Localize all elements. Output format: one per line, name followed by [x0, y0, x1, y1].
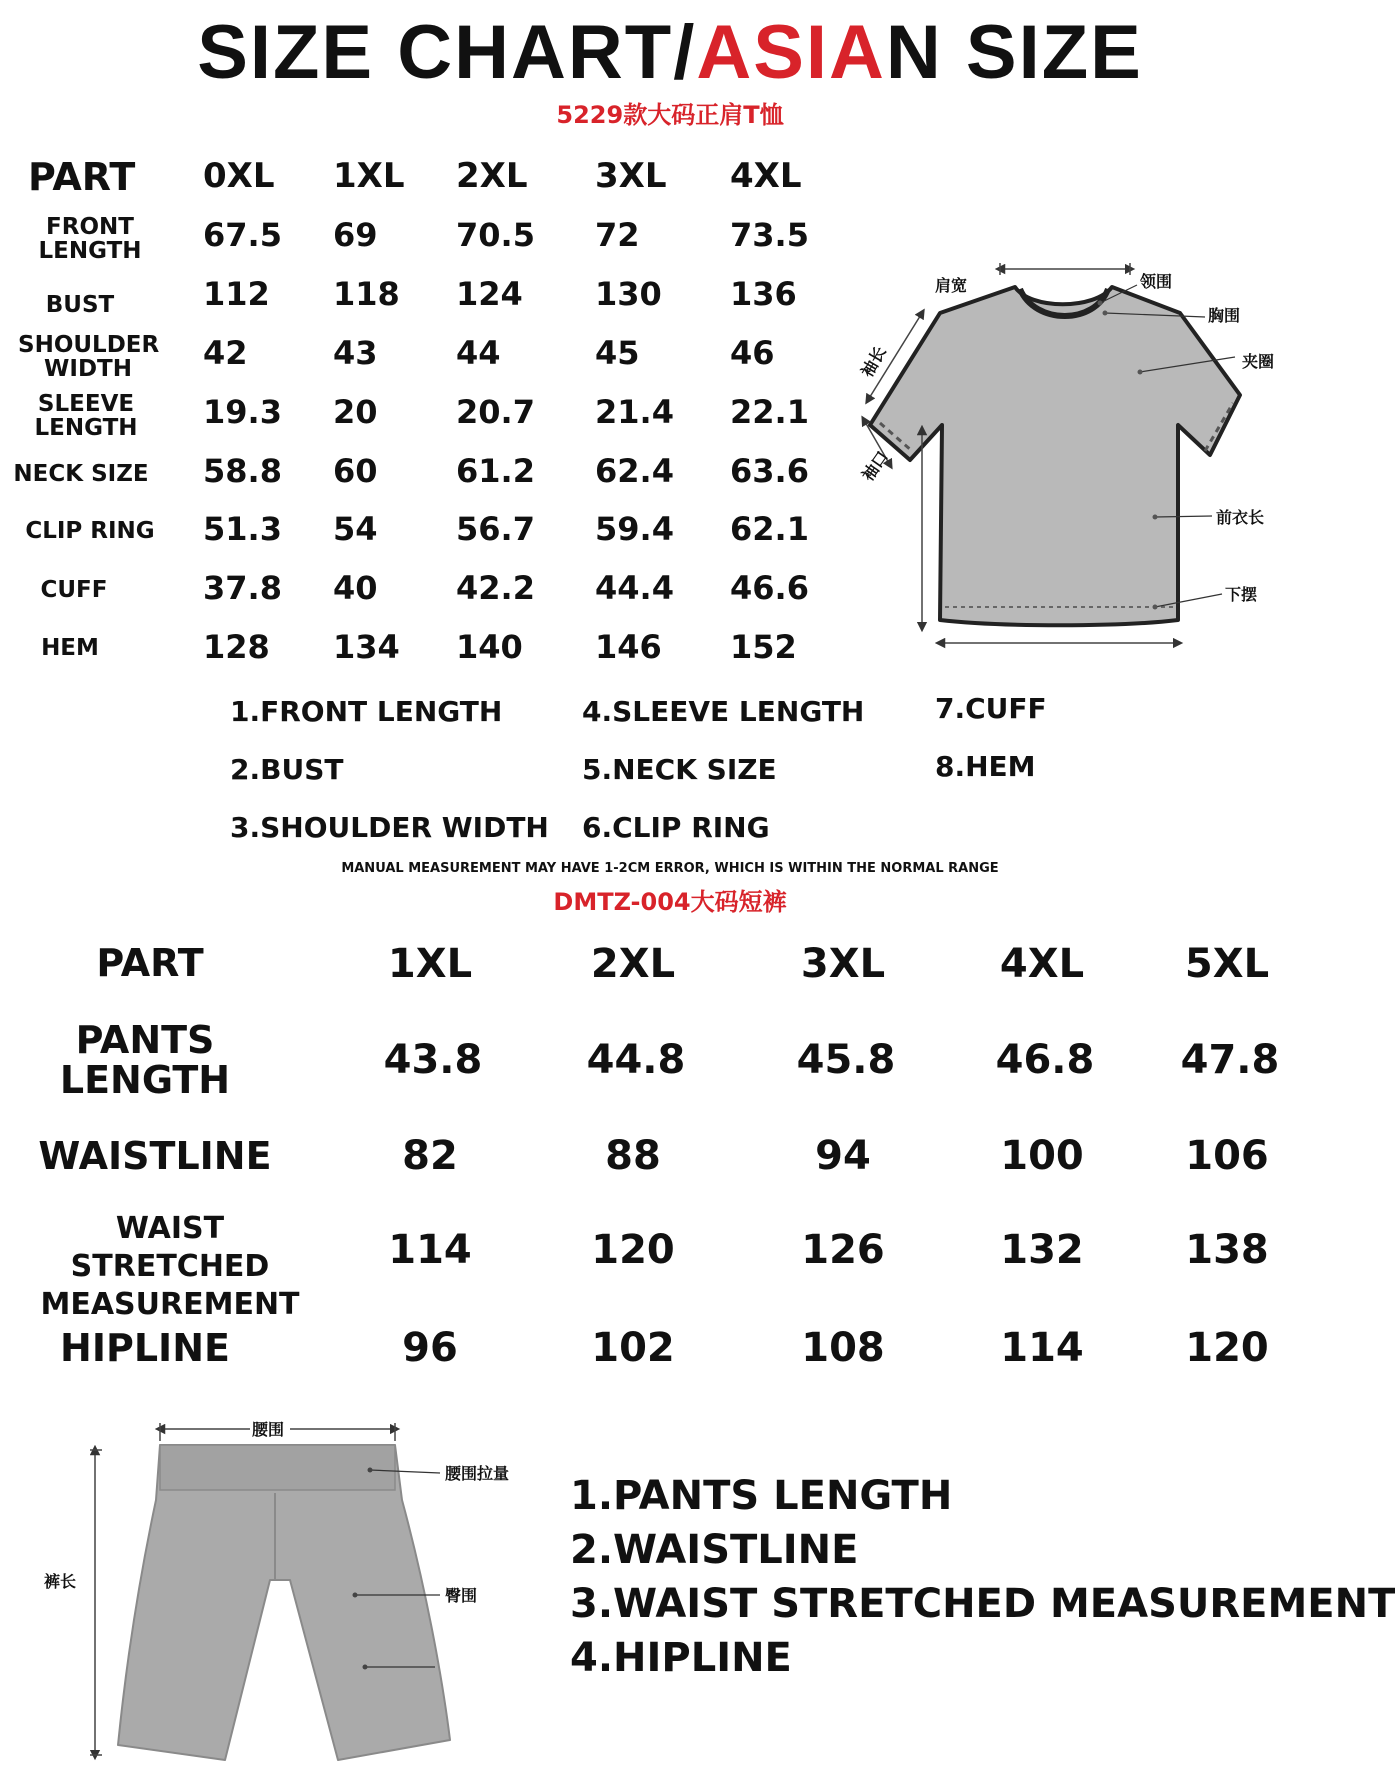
- pants-cell: 120: [1185, 1325, 1269, 1371]
- pants-cell: 44.8: [586, 1037, 686, 1083]
- shirt-header-size: 1XL: [333, 156, 405, 196]
- legend-item: 1.PANTS LENGTH: [570, 1473, 953, 1519]
- title-part-1: SIZE CHART/: [197, 10, 697, 95]
- pants-cell: 102: [591, 1325, 675, 1371]
- shirt-header-size: 3XL: [595, 156, 667, 196]
- pants-cell: 96: [402, 1325, 458, 1371]
- shirt-cell: 61.2: [456, 452, 535, 490]
- label-neck: 领围: [1140, 272, 1173, 291]
- shirt-header-size: 2XL: [456, 156, 528, 196]
- label-armhole: 夹圈: [1242, 352, 1275, 371]
- pants-row-label: HIPLINE: [60, 1326, 230, 1370]
- shirt-cell: 70.5: [456, 216, 535, 254]
- label-shoulder-width: 肩宽: [935, 276, 968, 295]
- pants-cell: 94: [815, 1133, 871, 1179]
- shirt-row-label: HEM: [41, 635, 99, 661]
- pants-cell: 114: [388, 1227, 472, 1273]
- shirt-row-label: SHOULDER WIDTH: [18, 332, 160, 382]
- pants-cell: 47.8: [1180, 1037, 1280, 1083]
- legend-item: 8.HEM: [935, 750, 1036, 783]
- shirt-cell: 140: [456, 628, 523, 666]
- shirt-cell: 44.4: [595, 569, 674, 607]
- tshirt-shape: [870, 287, 1240, 625]
- shirt-cell: 118: [333, 275, 400, 313]
- tshirt-diagram: [850, 255, 1275, 655]
- pants-cell: 108: [801, 1325, 885, 1371]
- shorts-shape: [118, 1445, 450, 1760]
- title-part-2-accent: ASIA: [696, 10, 886, 95]
- pants-cell: 43.8: [383, 1037, 483, 1083]
- legend-item: 1.FRONT LENGTH: [230, 695, 503, 728]
- pants-cell: 138: [1185, 1227, 1269, 1273]
- label-pants-length: 裤长: [44, 1572, 77, 1591]
- pants-row-label: WAIST STRETCHED MEASUREMENT: [40, 1211, 300, 1322]
- shirt-cell: 20: [333, 393, 378, 431]
- shirt-cell: 62.1: [730, 510, 809, 548]
- shirt-cell: 19.3: [203, 393, 282, 431]
- shorts-diagram: [30, 1415, 550, 1780]
- legend-item: 7.CUFF: [935, 692, 1047, 725]
- legend-item: 3.SHOULDER WIDTH: [230, 811, 549, 844]
- pants-subtitle: DMTZ-004大码短裤: [553, 888, 787, 916]
- pants-header-size: 3XL: [800, 941, 886, 987]
- pants-row-label: WAISTLINE: [38, 1134, 272, 1178]
- legend-item: 6.CLIP RING: [582, 811, 770, 844]
- shirt-cell: 130: [595, 275, 662, 313]
- shirt-cell: 58.8: [203, 452, 282, 490]
- shirt-cell: 21.4: [595, 393, 674, 431]
- shirt-cell: 69: [333, 216, 378, 254]
- legend-item: 2.WAISTLINE: [570, 1527, 859, 1573]
- pants-cell: 100: [1000, 1133, 1084, 1179]
- shirt-cell: 51.3: [203, 510, 282, 548]
- shirt-cell: 128: [203, 628, 270, 666]
- label-chest: 胸围: [1208, 306, 1241, 325]
- shirt-row-label: NECK SIZE: [13, 461, 149, 487]
- legend-item: 5.NECK SIZE: [582, 753, 777, 786]
- pants-row-label: PANTS LENGTH: [59, 1018, 231, 1102]
- shirt-cell: 59.4: [595, 510, 674, 548]
- shirt-cell: 40: [333, 569, 378, 607]
- pants-cell: 88: [605, 1133, 661, 1179]
- shirt-cell: 152: [730, 628, 797, 666]
- shirt-cell: 37.8: [203, 569, 282, 607]
- label-waist-stretch: 腰围拉量: [445, 1464, 510, 1483]
- shirt-cell: 60: [333, 452, 378, 490]
- shirt-cell: 124: [456, 275, 523, 313]
- shirt-row-label: CLIP RING: [25, 518, 155, 544]
- label-cuff: 袖口: [858, 447, 892, 485]
- shirt-cell: 42: [203, 334, 248, 372]
- shirt-cell: 45: [595, 334, 640, 372]
- shirt-cell: 72: [595, 216, 640, 254]
- pants-cell: 106: [1185, 1133, 1269, 1179]
- pants-cell: 132: [1000, 1227, 1084, 1273]
- pants-header-part: PART: [96, 941, 204, 985]
- shirt-cell: 146: [595, 628, 662, 666]
- shirt-header-size: 0XL: [203, 156, 275, 196]
- shirt-cell: 46.6: [730, 569, 809, 607]
- measurement-note: MANUAL MEASUREMENT MAY HAVE 1-2CM ERROR, WHICH IS WITHIN THE NORMAL RANGE: [341, 861, 999, 876]
- pants-cell: 120: [591, 1227, 675, 1273]
- shirt-cell: 22.1: [730, 393, 809, 431]
- pants-header-size: 2XL: [590, 941, 676, 987]
- shirt-cell: 73.5: [730, 216, 809, 254]
- shirt-cell: 136: [730, 275, 797, 313]
- shirt-cell: 56.7: [456, 510, 535, 548]
- pants-cell: 46.8: [995, 1037, 1095, 1083]
- legend-item: 4.HIPLINE: [570, 1635, 792, 1681]
- shirt-cell: 44: [456, 334, 501, 372]
- pants-cell: 45.8: [796, 1037, 896, 1083]
- legend-item: 3.WAIST STRETCHED MEASUREMENT: [570, 1581, 1395, 1627]
- shirt-cell: 63.6: [730, 452, 809, 490]
- shirt-header-part: PART: [28, 155, 136, 199]
- shirt-header-size: 4XL: [730, 156, 802, 196]
- label-front-length: 前衣长: [1216, 508, 1265, 527]
- shirt-cell: 62.4: [595, 452, 674, 490]
- pants-cell: 114: [1000, 1325, 1084, 1371]
- shirt-row-label: BUST: [45, 292, 115, 318]
- pants-header-size: 5XL: [1184, 941, 1270, 987]
- shirt-cell: 67.5: [203, 216, 282, 254]
- shirt-cell: 134: [333, 628, 400, 666]
- shirt-subtitle: 5229款大码正肩T恤: [556, 101, 784, 129]
- shirt-cell: 43: [333, 334, 378, 372]
- shirt-cell: 46: [730, 334, 775, 372]
- legend-item: 4.SLEEVE LENGTH: [582, 695, 865, 728]
- shirt-cell: 112: [203, 275, 270, 313]
- shirt-cell: 54: [333, 510, 378, 548]
- pants-cell: 82: [402, 1133, 458, 1179]
- shirt-row-label: SLEEVE LENGTH: [34, 391, 138, 441]
- shirt-cell: 20.7: [456, 393, 535, 431]
- shirt-row-label: CUFF: [40, 577, 108, 603]
- shirt-row-label: FRONT LENGTH: [38, 214, 142, 264]
- pants-header-size: 1XL: [387, 941, 473, 987]
- label-waist: 腰围: [252, 1420, 285, 1439]
- label-sleeve: 袖长: [857, 343, 890, 381]
- title-part-3: N SIZE: [885, 10, 1143, 95]
- pants-cell: 126: [801, 1227, 885, 1273]
- label-hem: 下摆: [1225, 585, 1258, 604]
- page-title: [0, 8, 1340, 98]
- shirt-cell: 42.2: [456, 569, 535, 607]
- legend-item: 2.BUST: [230, 753, 344, 786]
- label-hip: 臀围: [445, 1586, 478, 1605]
- pants-header-size: 4XL: [999, 941, 1085, 987]
